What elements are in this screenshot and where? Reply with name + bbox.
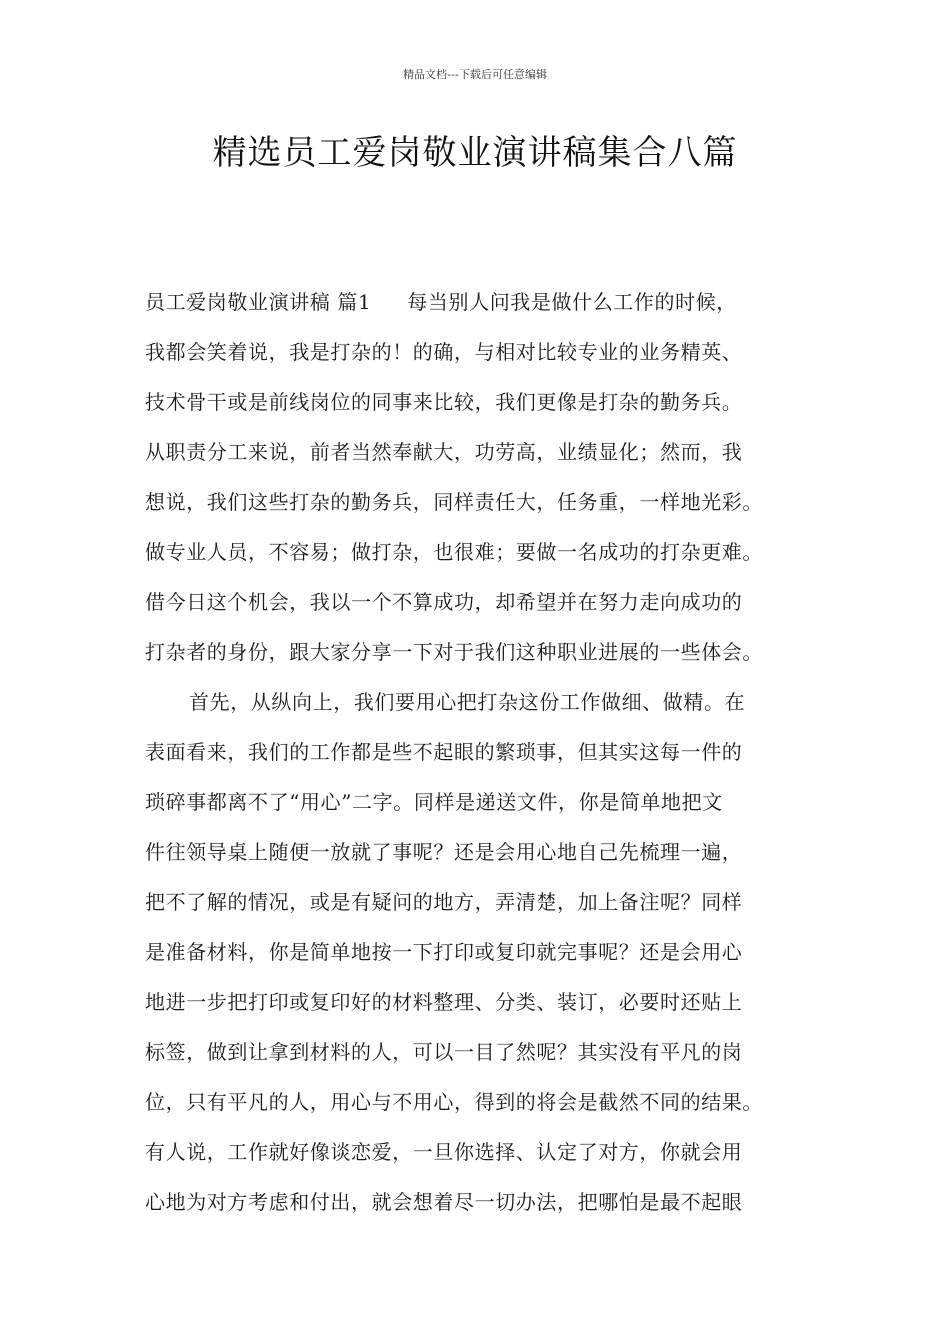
paragraph-line [145,282,825,332]
paragraph-line: 打杂者的身份，跟大家分享一下对于我们这种职业进展的一些体会。 [145,640,763,664]
document-title: 精选员工爱岗敬业演讲稿集合八篇 [212,133,738,173]
section-label: 员工爱岗敬业演讲稿 篇1 [145,290,372,314]
paragraph-line: 从职责分工来说，前者当然奉献大，功劳高，业绩显化；然而，我 [145,440,743,464]
paragraph-line: 件往领导桌上随便一放就了事呢？还是会用心地自己先梳理一遍， [145,840,743,864]
paragraph-line: 心地为对方考虑和付出，就会想着尽一切办法，把哪怕是最不起眼 [145,1190,743,1214]
paragraph-line: 首先，从纵向上，我们要用心把打杂这份工作做细、做精。在 [189,690,746,714]
paragraph-line: 技术骨干或是前线岗位的同事来比较，我们更像是打杂的勤务兵。 [145,390,743,414]
paragraph-line: 表面看来，我们的工作都是些不起眼的繁琐事，但其实这每一件的 [145,740,743,764]
header-note: 精品文档---下载后可任意编辑 [403,68,547,81]
line-text: 每当别人问我是做什么工作的时候， [407,290,737,314]
paragraph-line: 琐碎事都离不了“用心”二字。同样是递送文件，你是简单地把文 [145,790,723,814]
paragraph-line: 想说，我们这些打杂的勤务兵，同样责任大，任务重，一样地光彩。 [145,490,763,514]
body-text [145,282,825,1232]
paragraph-line: 把不了解的情况，或是有疑问的地方，弄清楚，加上备注呢？同样 [145,890,743,914]
paragraph-line: 借今日这个机会，我以一个不算成功，却希望并在努力走向成功的 [145,590,743,614]
paragraph-line: 我都会笑着说，我是打杂的！的确，与相对比较专业的业务精英、 [145,340,743,364]
paragraph-line: 做专业人员，不容易；做打杂，也很难；要做一名成功的打杂更难。 [145,540,763,564]
paragraph-line: 位，只有平凡的人，用心与不用心，得到的将会是截然不同的结果。 [145,1090,763,1114]
paragraph-line: 标签，做到让拿到材料的人，可以一目了然呢？其实没有平凡的岗 [145,1040,743,1064]
paragraph-line: 是准备材料，你是简单地按一下打印或复印就完事呢？还是会用心 [145,940,743,964]
paragraph-line: 地进一步把打印或复印好的材料整理、分类、装订，必要时还贴上 [145,990,743,1014]
paragraph-line: 有人说，工作就好像谈恋爱，一旦你选择、认定了对方，你就会用 [145,1140,743,1164]
